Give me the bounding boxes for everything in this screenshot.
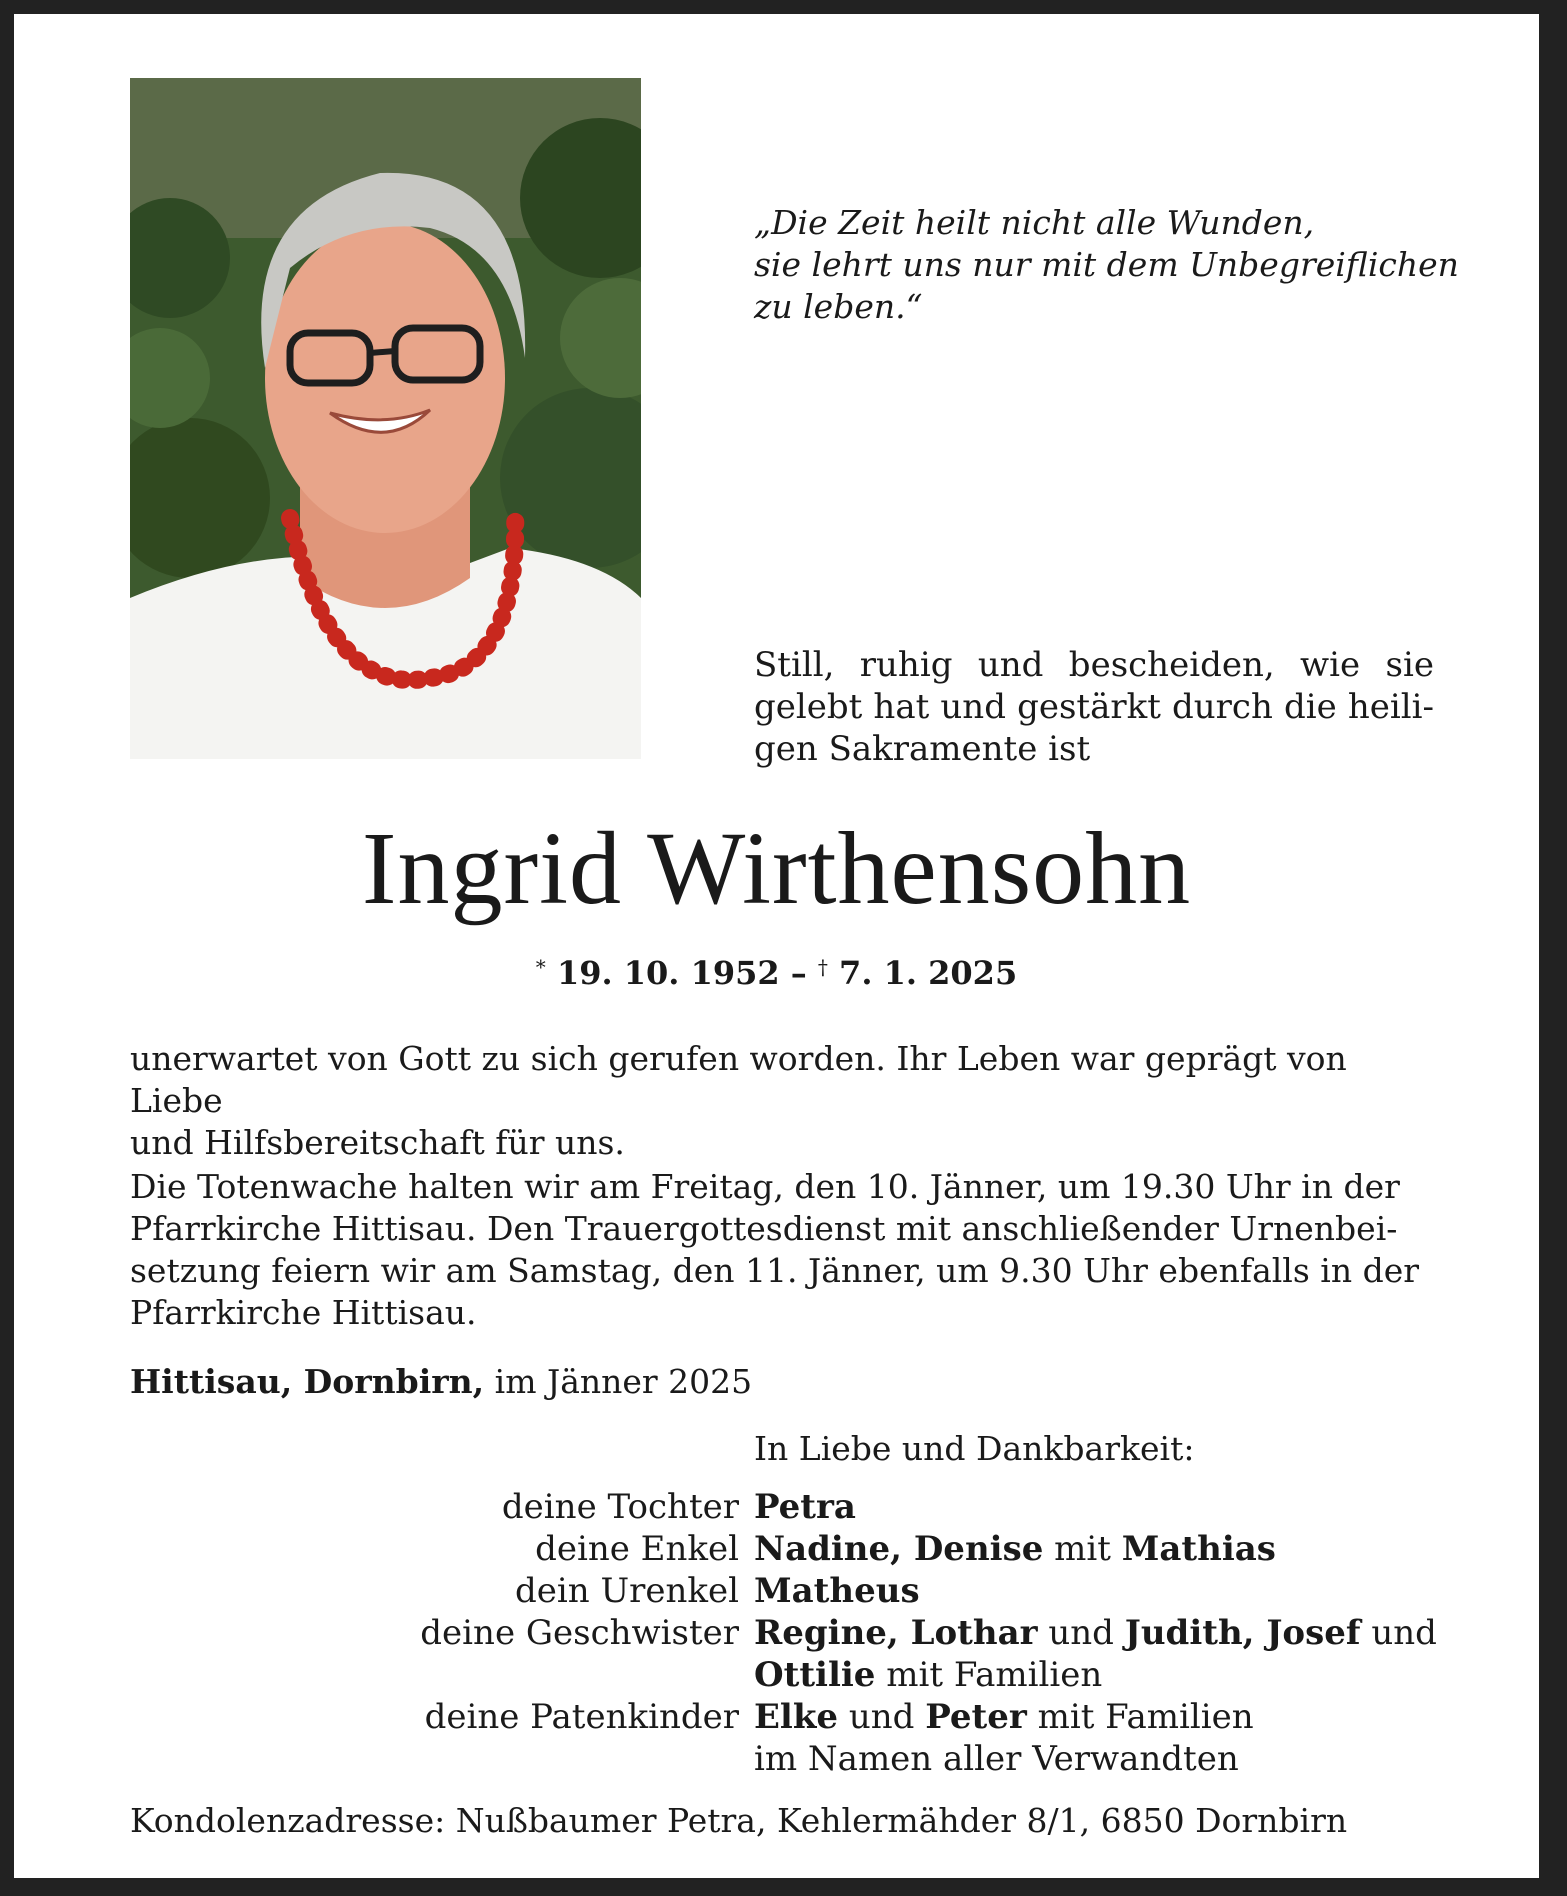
connector-text: und [838, 1697, 926, 1737]
family-name: Peter [925, 1697, 1027, 1737]
family-name: Regine, Lothar [754, 1613, 1038, 1653]
quote-line: sie lehrt uns nur mit dem Unbegreiflichen [754, 245, 1459, 284]
paragraph-services [130, 1166, 1430, 1334]
connector-text: mit Familien [1026, 1697, 1254, 1737]
family-names [754, 1570, 920, 1612]
paragraph-line: Pfarrkirche Hittisau. [130, 1293, 477, 1332]
thanks-heading: In Liebe und Dankbarkeit: [754, 1429, 1195, 1468]
intro-line: Still, ruhig und bescheiden, wie sie [754, 645, 1434, 685]
connector-text: und [1360, 1613, 1437, 1653]
portrait-icon [130, 78, 641, 759]
connector-text: und [1037, 1613, 1125, 1653]
paragraph-line: setzung feiern wir am Samstag, den 11. Jänner, um 9.30 Uhr ebenfalls in der [130, 1251, 1419, 1290]
family-row [14, 1654, 1539, 1696]
deceased-name: Ingrid Wirthensohn [361, 811, 1192, 926]
family-names [754, 1612, 1437, 1654]
family-row [14, 1486, 1539, 1528]
relation-label: deine Patenkinder [424, 1697, 739, 1737]
family-name: Nadine, Denise [754, 1529, 1044, 1569]
place-date [130, 1361, 752, 1403]
life-dates [14, 947, 1539, 993]
paragraph-line: Die Totenwache halten wir am Freitag, den 10. Jänner, um 19.30 Uhr in der [130, 1167, 1400, 1206]
quote-line: zu leben.“ [754, 287, 923, 326]
relatives-note: im Namen aller Verwandten [754, 1739, 1239, 1779]
family-names [754, 1486, 856, 1528]
paragraph-line: Pfarrkirche Hittisau. Den Trauergottesdienst mit anschließender Urnenbei- [130, 1209, 1398, 1248]
intro-line: gelebt hat und gestärkt durch die heili- [754, 687, 1434, 727]
paragraph-line: unerwartet von Gott zu sich gerufen worden. Ihr Leben war geprägt von Liebe [130, 1039, 1347, 1120]
family-name: Ottilie [754, 1655, 876, 1695]
connector-text: mit Familien [875, 1655, 1103, 1695]
birth-date: 19. 10. 1952 [556, 954, 780, 992]
family-row [14, 1738, 1539, 1780]
relation-label: deine Enkel [535, 1529, 739, 1569]
death-symbol: † [817, 955, 828, 979]
connector-text: mit [1043, 1529, 1122, 1569]
intro-line: gen Sakramente ist [754, 729, 1091, 769]
death-date: 7. 1. 2025 [839, 954, 1018, 992]
family-name: Matheus [754, 1571, 920, 1611]
family-row [14, 1528, 1539, 1570]
month-year: im Jänner 2025 [484, 1362, 753, 1401]
paragraph-announcement [130, 1038, 1430, 1164]
paragraph-line: und Hilfsbereitschaft für uns. [130, 1123, 625, 1162]
quote-line: „Die Zeit heilt nicht alle Wunden, [754, 203, 1315, 242]
relation-label: deine Geschwister [420, 1613, 739, 1653]
family-names [754, 1654, 1102, 1696]
family-names [754, 1696, 1254, 1738]
family-name: Mathias [1121, 1529, 1276, 1569]
portrait-photo [130, 78, 641, 759]
obituary-card [14, 14, 1539, 1878]
quote [754, 202, 1474, 328]
relation-label: dein Urenkel [515, 1571, 739, 1611]
family-list [14, 1486, 1539, 1780]
family-row [14, 1570, 1539, 1612]
family-row [14, 1612, 1539, 1654]
family-name: Petra [754, 1487, 856, 1527]
family-name: Elke [754, 1697, 839, 1737]
relation-label: deine Tochter [501, 1487, 739, 1527]
family-names [754, 1528, 1276, 1570]
birth-symbol: * [535, 955, 546, 979]
family-name: Judith, Josef [1124, 1613, 1361, 1653]
date-separator: – [779, 954, 818, 992]
family-row [14, 1696, 1539, 1738]
place-names: Hittisau, Dornbirn, [130, 1362, 485, 1401]
intro-text [754, 644, 1434, 770]
condolence-address: Kondolenzadresse: Nußbaumer Petra, Kehlermähder 8/1, 6850 Dornbirn [130, 1801, 1348, 1840]
